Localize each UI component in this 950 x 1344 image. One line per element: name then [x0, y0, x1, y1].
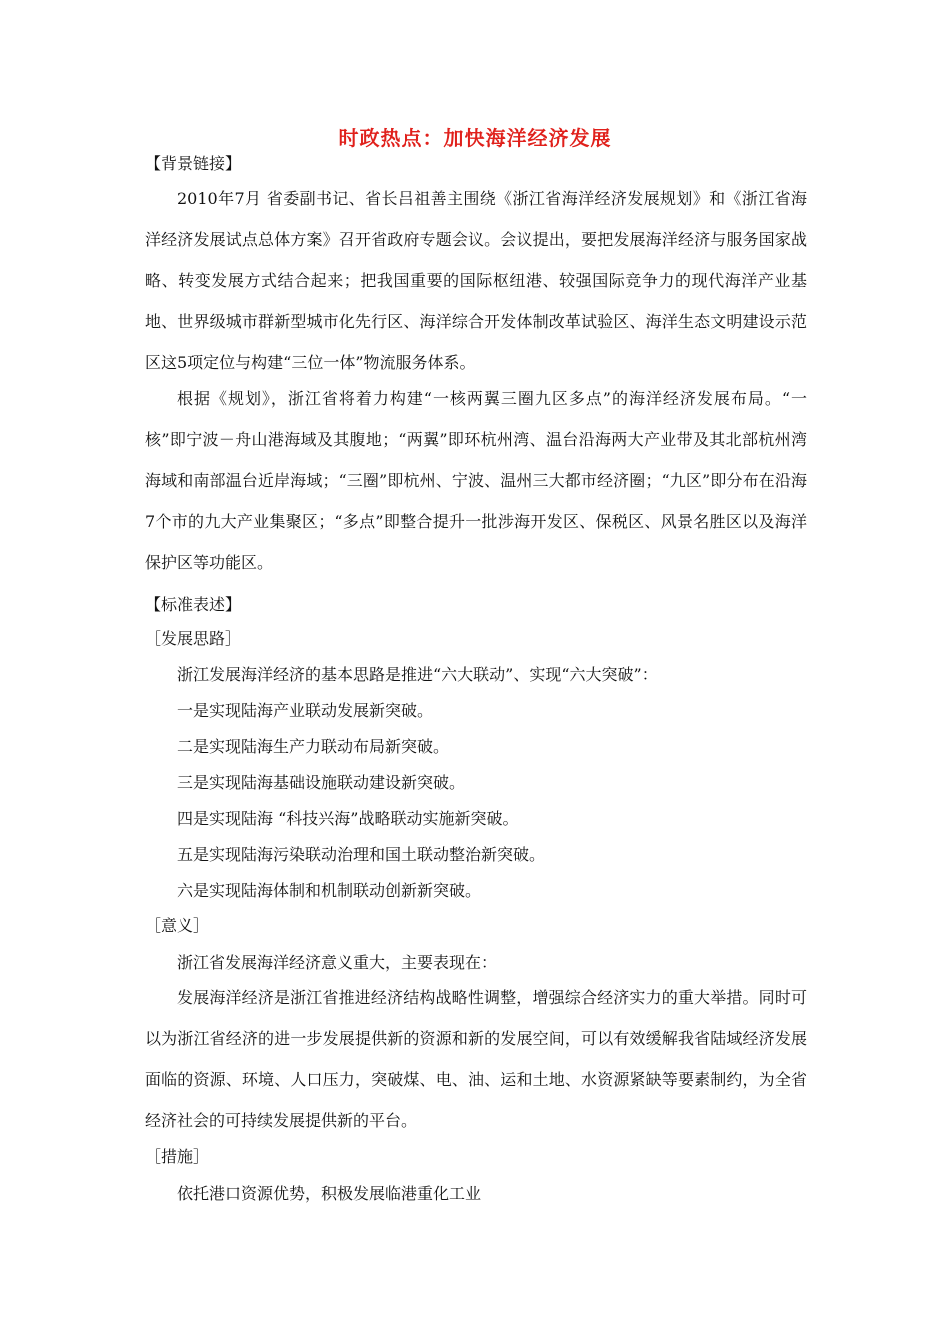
- list-item: 三是实现陆海基础设施联动建设新突破。: [177, 773, 466, 792]
- paragraph-meaning: 发展海洋经济是浙江省推进经济结构战略性调整，增强综合经济实力的重大举措。同时可以为浙江省经济的进一步发展提供新的资源和新的发展空间，可以有效缓解我省陆域经济发展面临的资源、环境、人口压力，突破煤、电、油、运和土地、水资源紧缺等要素制约，为全省经济社会的可持续发展提供新的平台。: [145, 988, 807, 1130]
- list-item: 四是实现陆海 “科技兴海”战略联动实施新突破。: [177, 809, 519, 828]
- measures-first-line: 依托港口资源优势，积极发展临港重化工业: [177, 1184, 482, 1203]
- ideas-intro: 浙江发展海洋经济的基本思路是推进“六大联动”、实现“六大突破”：: [177, 665, 658, 684]
- list-item: 二是实现陆海生产力联动布局新突破。: [177, 737, 450, 756]
- paragraph-background-2: 根据《规划》，浙江省将着力构建“一核两翼三圈九区多点”的海洋经济发展布局。“一核”即宁波－舟山港海域及其腹地；“两翼”即环杭州湾、温台沿海两大产业带及其北部杭州湾海域和南部温台近岸海域；“三圈”即杭州、宁波、温州三大都市经济圈；“九区”即分布在沿海7个市的九大产业集聚区；“多点”即整合提升一批涉海开发区、保税区、风景名胜区以及海洋保护区等功能区。: [145, 389, 807, 572]
- document-title: 时政热点：加快海洋经济发展: [338, 126, 612, 150]
- list-item: 六是实现陆海体制和机制联动创新新突破。: [177, 881, 482, 900]
- section-background-heading: 【背景链接】: [145, 154, 242, 173]
- paragraph-background-1: 2010年7月 省委副书记、省长吕祖善主围绕《浙江省海洋经济发展规划》和《浙江省海洋经济发展试点总体方案》召开省政府专题会议。会议提出，要把发展海洋经济与服务国家战略、转变发展方式结合起来；把我国重要的国际枢纽港、较强国际竞争力的现代海洋产业基地、世界级城市群新型城市化先行区、海洋综合开发体制改革试验区、海洋生态文明建设示范区这5项定位与构建“三位一体”物流服务体系。: [145, 189, 807, 372]
- section-standard-heading: 【标准表述】: [145, 595, 242, 614]
- list-item: 五是实现陆海污染联动治理和国土联动整治新突破。: [177, 845, 546, 864]
- subsection-meaning-heading: ［意义］: [145, 916, 210, 935]
- subsection-ideas-heading: ［发展思路］: [145, 629, 242, 648]
- subsection-measures-heading: ［措施］: [145, 1147, 210, 1166]
- list-item: 一是实现陆海产业联动发展新突破。: [177, 701, 434, 720]
- meaning-intro: 浙江省发展海洋经济意义重大，主要表现在：: [177, 953, 498, 972]
